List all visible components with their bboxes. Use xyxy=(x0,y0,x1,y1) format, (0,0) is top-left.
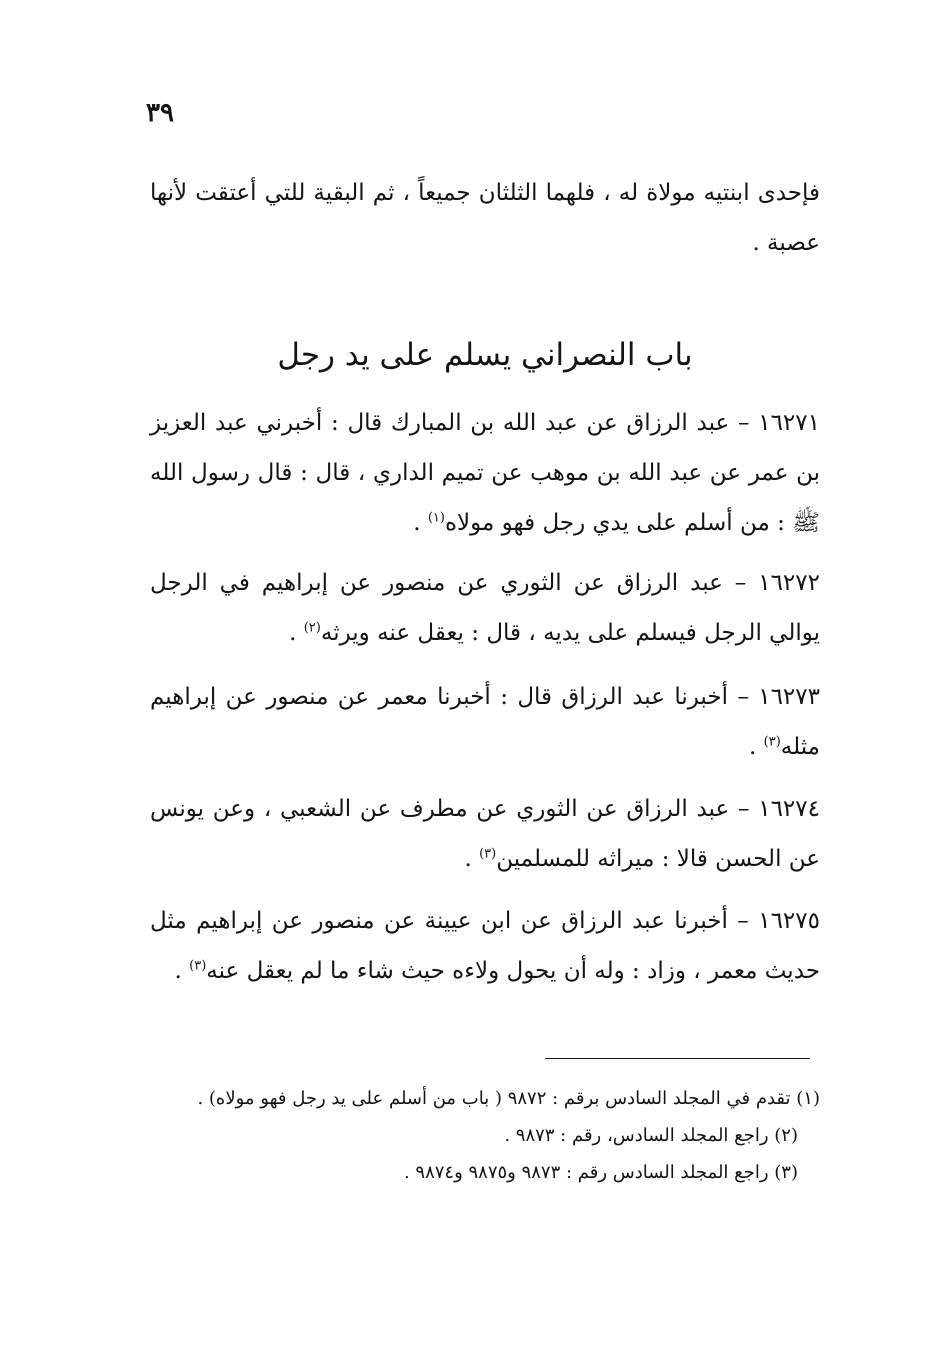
entry-tail: . xyxy=(413,510,428,536)
footnote-3: (٣) راجع المجلد السادس رقم : ٩٨٧٣ و٩٨٧٥ و٩٨٧٤ . xyxy=(403,1162,798,1183)
entry-text xyxy=(150,672,820,772)
footnote-1: (١) تقدم في المجلد السادس برقم : ٩٨٧٢ ( باب من أسلم على يد رجل فهو مولاه) . xyxy=(197,1088,820,1109)
entry-text xyxy=(150,558,820,658)
footnote-divider xyxy=(545,1058,810,1059)
entry-body: ١٦٢٧٢ – عبد الرزاق عن الثوري عن منصور عن إبراهيم في الرجل يوالي الرجل فيسلم على يديه ، قال : يعقل عنه ويرثه xyxy=(150,570,820,646)
entry-body: ١٦٢٧٤ – عبد الرزاق عن الثوري عن مطرف عن الشعبي ، وعن يونس عن الحسن قالا : ميراثه للمسلمين xyxy=(150,796,820,872)
entry-16274 xyxy=(150,784,820,884)
footnotes xyxy=(140,1080,820,1191)
intro-text: فإحدى ابنتيه مولاة له ، فلهما الثلثان جميعاً ، ثم البقية للتي أعتقت لأنها عصبة . xyxy=(150,180,820,256)
footnote-marker: (٣) xyxy=(479,846,497,862)
entry-16273 xyxy=(150,672,820,772)
page-number: ٣٩ xyxy=(146,98,174,128)
footnote-2: (٢) راجع المجلد السادس، رقم : ٩٨٧٣ . xyxy=(504,1125,798,1146)
entry-text xyxy=(150,784,820,884)
footnote-marker: (١) xyxy=(427,510,445,526)
entry-tail: . xyxy=(749,734,764,760)
entry-tail: . xyxy=(464,846,480,872)
footnote-marker: (٣) xyxy=(763,734,781,750)
entry-16272 xyxy=(150,558,820,658)
footnote-marker: (٣) xyxy=(189,958,207,974)
entry-text xyxy=(150,398,820,548)
entry-text xyxy=(150,896,820,996)
chapter-title: باب النصراني يسلم على يد رجل xyxy=(277,337,693,373)
footnote-marker: (٢) xyxy=(303,620,321,636)
entry-tail: . xyxy=(174,958,190,984)
entry-16275 xyxy=(150,896,820,996)
entry-body: ١٦٢٧٣ – أخبرنا عبد الرزاق قال : أخبرنا معمر عن منصور عن إبراهيم مثله xyxy=(150,684,820,760)
entry-body: ١٦٢٧١ – عبد الرزاق عن عبد الله بن المبارك قال : أخبرني عبد العزيز بن عمر عن عبد الله بن موهب عن تميم الداري ، قال : قال رسول الله ﷺ : من أسلم على يدي رجل فهو مولاه xyxy=(150,410,820,536)
entry-body: ١٦٢٧٥ – أخبرنا عبد الرزاق عن ابن عيينة عن منصور عن إبراهيم مثل حديث معمر ، وزاد : وله أن يحول ولاءه حيث شاء ما لم يعقل عنه xyxy=(150,908,820,984)
entry-16271 xyxy=(150,398,820,548)
entry-tail: . xyxy=(289,620,304,646)
intro-paragraph xyxy=(150,168,820,268)
